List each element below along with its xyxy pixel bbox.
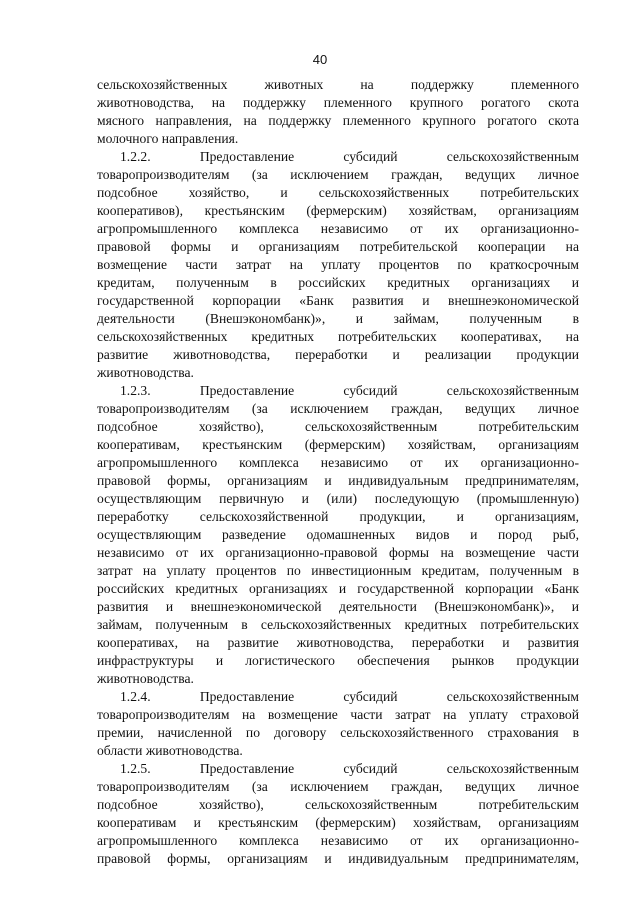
text-line: кооперативах, на развитие животноводства, переработки и развития xyxy=(97,635,579,650)
text-line: развитие животноводства, переработки и реализации продукции xyxy=(97,347,579,362)
text-line: 1.2.2. Предоставление субсидий сельскохозяйственным xyxy=(120,149,579,164)
text-line: молочного направления. xyxy=(97,131,239,146)
text-line: деятельности (Внешэкономбанк)», и займам, полученным в xyxy=(97,311,579,326)
body-text xyxy=(97,76,579,868)
text-line: затрат на уплату процентов по инвестиционным кредитам, полученным в xyxy=(97,563,579,578)
text-line: переработку сельскохозяйственной продукции, и организациям, xyxy=(97,509,579,524)
text-line: правовой формы, организациям и индивидуальным предпринимателям, xyxy=(97,473,579,488)
text-line: животноводства. xyxy=(97,671,194,686)
text-line: мясного направления, на поддержку племенного крупного рогатого скота xyxy=(97,113,579,128)
text-line: инфраструктуры и логистического обеспечения рынков продукции xyxy=(97,653,579,668)
text-line: возмещение части затрат на уплату процентов по краткосрочным xyxy=(97,257,579,272)
text-line: российских кредитных организациях и государственной корпорации «Банк xyxy=(97,581,579,596)
text-line: товаропроизводителям (за исключением граждан, ведущих личное xyxy=(97,401,579,416)
text-line: агропромышленного комплекса независимо от их организационно- xyxy=(97,833,579,848)
text-line: товаропроизводителям на возмещение части затрат на уплату страховой xyxy=(97,707,579,722)
text-line: подсобное хозяйство), сельскохозяйственным потребительским xyxy=(97,797,579,812)
text-line: кооперативам и крестьянским (фермерским) хозяйствам, организациям xyxy=(97,815,579,830)
text-line: 1.2.4. Предоставление субсидий сельскохозяйственным xyxy=(120,689,579,704)
text-line: правовой формы, организациям и индивидуальным предпринимателям, xyxy=(97,851,579,866)
text-line: осуществляющим первичную и (или) последующую (промышленную) xyxy=(97,491,579,506)
text-line: области животноводства. xyxy=(97,743,243,758)
text-line: правовой формы и организациям потребительской кооперации на xyxy=(97,239,579,254)
text-line: 1.2.5. Предоставление субсидий сельскохозяйственным xyxy=(120,761,579,776)
text-line: государственной корпорации «Банк развития и внешнеэкономической xyxy=(97,293,579,308)
text-line: осуществляющим разведение одомашненных видов и пород рыб, xyxy=(97,527,579,542)
text-line: сельскохозяйственных кредитных потребительских кооперативах, на xyxy=(97,329,579,344)
page-number: 40 xyxy=(312,52,328,67)
text-line: развития и внешнеэкономической деятельности (Внешэкономбанк)», и xyxy=(97,599,579,614)
text-line: подсобное хозяйство), сельскохозяйственным потребительским xyxy=(97,419,579,434)
text-line: займам, полученным в сельскохозяйственных кредитных потребительских xyxy=(97,617,579,632)
text-line: премии, начисленной по договору сельскохозяйственного страхования в xyxy=(97,725,579,740)
text-line: товаропроизводителям (за исключением граждан, ведущих личное xyxy=(97,779,579,794)
text-line: кооперативам, крестьянским (фермерским) хозяйствам, организациям xyxy=(97,437,579,452)
text-line: товаропроизводителям (за исключением граждан, ведущих личное xyxy=(97,167,579,182)
text-line: животноводства. xyxy=(97,365,194,380)
text-line: кредитам, полученным в российских кредитных организациях и xyxy=(97,275,579,290)
text-line: подсобное хозяйство, и сельскохозяйственных потребительских xyxy=(97,185,579,200)
text-line: кооперативов), крестьянским (фермерским) хозяйствам, организациям xyxy=(97,203,579,218)
text-line: 1.2.3. Предоставление субсидий сельскохозяйственным xyxy=(120,383,579,398)
text-line: животноводства, на поддержку племенного крупного рогатого скота xyxy=(97,95,579,110)
text-line: агропромышленного комплекса независимо от их организационно- xyxy=(97,455,579,470)
text-line: сельскохозяйственных животных на поддержку племенного xyxy=(97,77,579,92)
text-line: агропромышленного комплекса независимо от их организационно- xyxy=(97,221,579,236)
text-line: независимо от их организационно-правовой формы на возмещение части xyxy=(97,545,579,560)
